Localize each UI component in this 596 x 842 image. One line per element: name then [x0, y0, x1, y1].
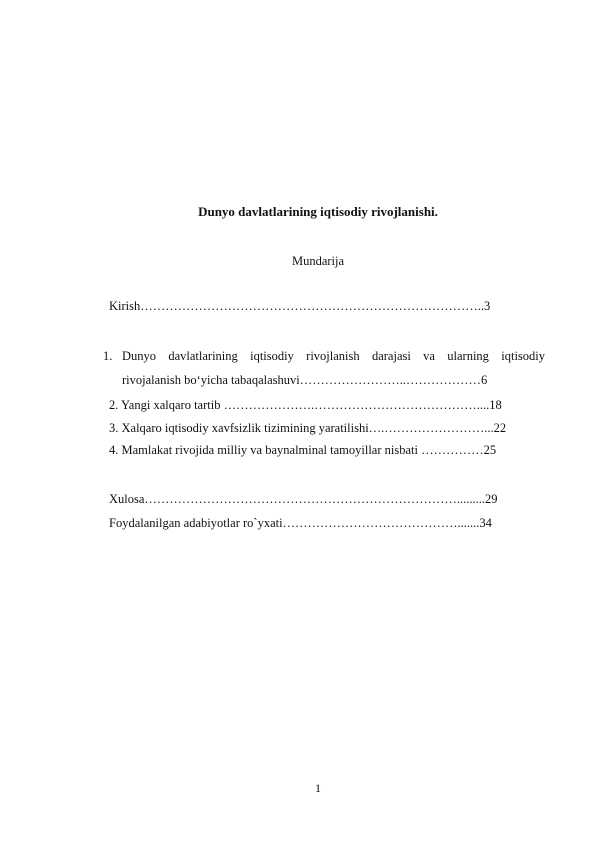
toc-entry-3: 3. Xalqaro iqtisodiy xavfsizlik tizimining yaratilishi….……………………...22: [109, 421, 507, 435]
toc-entry-1-number: 1.: [103, 349, 113, 363]
toc-entry-conclusion: Xulosa………………………………………………………………….........29: [109, 492, 498, 506]
toc-entry-references: Foydalanilgan adabiyotlar ro`yxati…………………………………….......34: [109, 516, 492, 530]
contents-heading: Mundarija: [291, 254, 345, 268]
toc-entry-4: 4. Mamlakat rivojida milliy va baynalminal tamoyillar nisbati ……………25: [109, 443, 497, 457]
toc-entry-1-line-2: rivojalanish bo‘yicha tabaqalashuvi……………………..………………6: [122, 373, 488, 387]
page-number: 1: [315, 781, 321, 795]
document-title: Dunyo davlatlarining iqtisodiy rivojlanishi.: [198, 204, 438, 219]
toc-entry-intro: Kirish………………………………………………………………………..3: [109, 299, 491, 313]
toc-entry-1-line-1: Dunyo davlatlarining iqtisodiy rivojlanish darajasi va ularning iqtisodiy: [122, 349, 545, 363]
toc-entry-2: 2. Yangi xalqaro tartib ………………….…………………………………....18: [109, 398, 502, 412]
